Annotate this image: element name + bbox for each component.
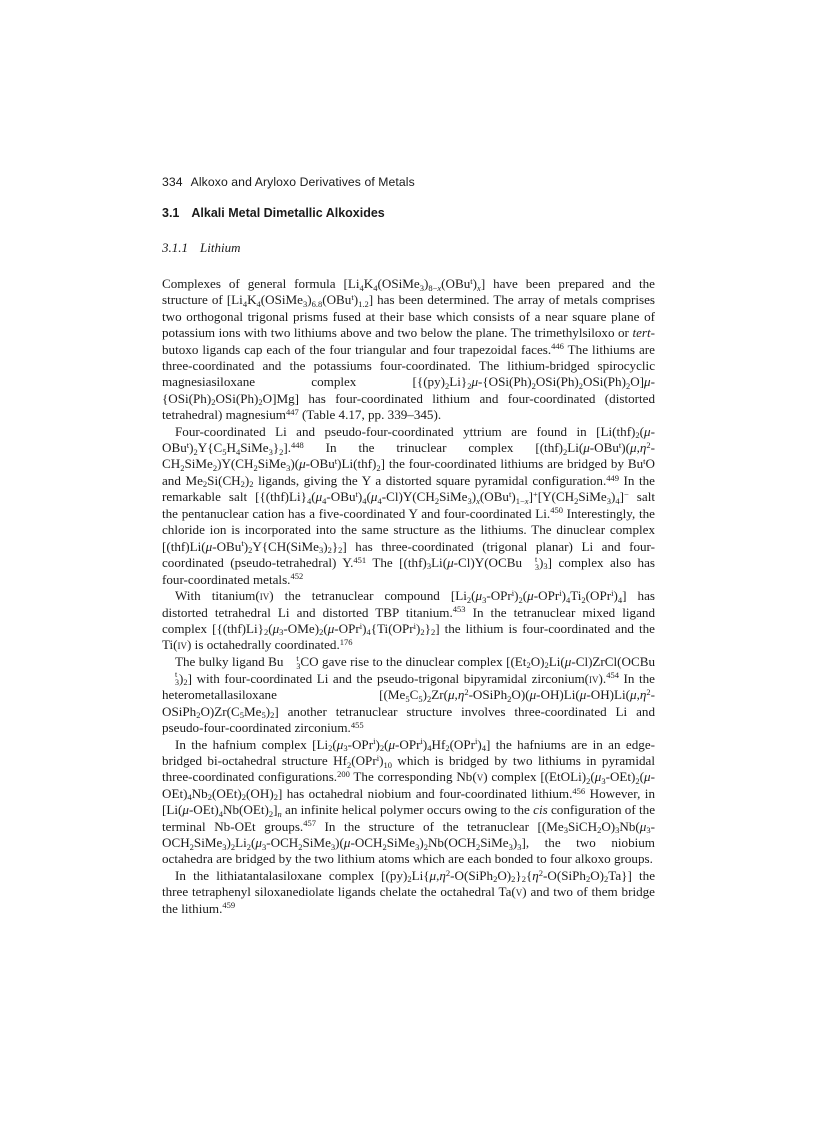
reference: 450 — [550, 505, 563, 516]
running-head-title: Alkoxo and Aryloxo Derivatives of Metals — [190, 175, 415, 189]
page-number: 334 — [162, 175, 183, 189]
section-heading — [162, 206, 385, 220]
table-reference: (Table 4.17, pp. 339–345). — [302, 407, 442, 423]
reference: 200 — [337, 769, 350, 780]
reference: 447 — [285, 407, 299, 417]
paragraph-2: Four-coordinated Li and pseudo-four-coordinated yttrium are found in $[Li(thf)_2(\mu-OBu^t)_2Y\{C_5H_4SiMe_3\}_2].^{448}$ In the trinuclear complex $[(thf)_2Li(\mu-OBu^t)(\mu,\eta^2-CH_2SiMe_2)Y(CH_2SiMe_3)(\mu-OBu^t)Li(thf)_2]$ the four-coordinated lithiums are bridged by Bu$^t$O and $Me_2Si(CH_2)_2$ ligands, giving the Y a distorted square pyramidal configuration.$^{449}$ In the remarkable salt $[\{(thf)Li\}_4(\mu_4-OBu^t)_4(\mu_4-Cl)Y(CH_2SiMe_3)_x(OBu^t)_{1-x}]^+[Y(CH_2SiMe_3)_4]^-$ salt the pentanuclear cation has a five-coordinated Y and four-coordinated Li.$^{450}$ Interestingly, the chloride ion is incorporated into the same structure as the lithiums. The dinuclear complex $[(thf)Li(\mu-OBu^t)_2Y\{CH(SiMe_3)_2\}_2]$ has three-coordinated (trigonal planar) Li and four-coordinated (pseudo-tetrahedral) Y.$^{451}$ The [$(thf)_3Li(\mu-Cl)Y(OCBu$ t 3 )$_3$] complex also has four-coordinated metals.$^{452}$ — [162, 423, 655, 587]
paragraph-1: Complexes of general formula $[Li_4K_4(OSiMe_3)_{8-x}(OBu^t)_x]$ have been prepared and the structure of $[Li_4K_4(OSiMe_3)_{6.8}(OBu^t)_{1.2}]$ has been determined. The array of metals comprises two orthogonal trigonal prisms fused at their base which consists of a near square plane of potassium ions with two lithiums above and two below the plane. The trimethylsiloxo or tert-butoxo ligands cap each of the four triangular and four trapezoidal faces.$^{446}$ The lithiums are three-coordinated and the potassiums four-coordinated. The lithium-bridged spirocyclic magnesiasiloxane complex $[\{(py)_2Li\}_2\mu-\{OSi(Ph)_2OSi(Ph)_2OSi(Ph)_2O]\mu-\{OSi(Ph)_2OSi(Ph)_2O]Mg]$ has four-coordinated lithium and four-coordinated (distorted tetrahedral) magnesium$^{447}$ (Table 4.17, pp. 339–345). — [162, 275, 655, 423]
body-text — [162, 276, 655, 917]
reference: 448 — [291, 439, 304, 450]
section-title: Alkali Metal Dimetallic Alkoxides — [191, 206, 385, 220]
reference: 454 — [606, 670, 619, 681]
reference: 176 — [339, 637, 353, 648]
subsection-number: 3.1.1 — [162, 240, 188, 255]
paragraph-3: With titanium(iv) the tetranuclear compound $[Li_2(\mu_3-OPr^i)_2(\mu-OPr^i)_4Ti_2(OPr^i)_4]$ has distorted tetrahedral Li and distorted TBP titanium.$^{453}$ In the tetranuclear mixed ligand complex $[\{(thf)Li\}_2(\mu_3-OMe)_2(\mu-OPr^i)_4\{Ti(OPr^i)_2\}_2]$ the lithium is four-coordinated and the Ti(iv) is octahedrally coordinated.$^{176}$ — [162, 587, 655, 653]
reference: 455 — [350, 719, 364, 730]
reference: 457 — [303, 818, 316, 829]
paragraph-4: The bulky ligand Bu t 3 CO gave rise to the dinuclear complex [$(Et_2O)_2Li(\mu-Cl)ZrCl(OCBu$ t 3 )$_2$] with four-coordinated Li and the pseudo-trigonal bipyramidal zirconium(iv).$^{454}$ In the heterometallasiloxane $[(Me_5C_5)_2Zr(\mu,\eta^2-OSiPh_2O)(\mu-OH)Li(\mu-OH)Li(\mu,\eta^2-OSiPh_2O)Zr(C_5Me_5)_2]$ another tetranuclear structure involves three-coordinated Li and pseudo-four-coordinated zirconium.$^{455}$ — [162, 653, 655, 736]
reference: 453 — [452, 604, 466, 615]
running-head — [162, 175, 415, 189]
reference: 452 — [290, 571, 304, 582]
section-number: 3.1 — [162, 206, 180, 220]
subsection-title: Lithium — [200, 240, 241, 255]
reference: 451 — [353, 554, 367, 565]
paragraph-6: In the lithiatantalasiloxane complex $[(py)_2Li\{\mu,\eta^2-O(SiPh_2O)_2\}_2\{\eta^2-O(SiPh_2O)_2Ta\}]$ the three tetraphenyl siloxanediolate ligands chelate the octahedral Ta(v) and two of them bridge the lithium.$^{459}$ — [162, 867, 656, 916]
subsection-heading — [162, 240, 240, 256]
reference: 449 — [606, 472, 619, 483]
paragraph-5: In the hafnium complex $[Li_2(\mu_3-OPr^i)_2(\mu-OPr^i)_4Hf_2(OPr^i)_4]$ the hafniums are in an edge-bridged bi-octahedral structure $Hf_2(OPr^i)_{10}$ which is bridged by two lithiums in pyramidal three-coordinated configurations.$^{200}$ The corresponding Nb(v) complex $[(EtOLi)_2(\mu_3-OEt)_2(\mu-OEt)_4Nb_2(OEt)_2(OH)_2]$ has octahedral niobium and four-coordinated lithium.$^{456}$ However, in $[Li(\mu-OEt)_4Nb(OEt)_2]_n$ an infinite helical polymer occurs owing to the cis configuration of the terminal Nb-OEt groups.$^{457}$ In the structure of the tetranuclear $[(Me_3SiCH_2O)_3Nb(\mu_3-OCH_2SiMe_3)_2Li_2(\mu_3-OCH_2SiMe_3)(\mu-OCH_2SiMe_3)_2Nb(OCH_2SiMe_3)_3]$, the two niobium octahedra are bridged by the two lithium atoms which are each bonded to four alkoxo groups. — [162, 736, 656, 867]
reference: 446 — [551, 341, 564, 352]
reference: 459 — [222, 900, 236, 911]
reference: 456 — [572, 785, 586, 796]
